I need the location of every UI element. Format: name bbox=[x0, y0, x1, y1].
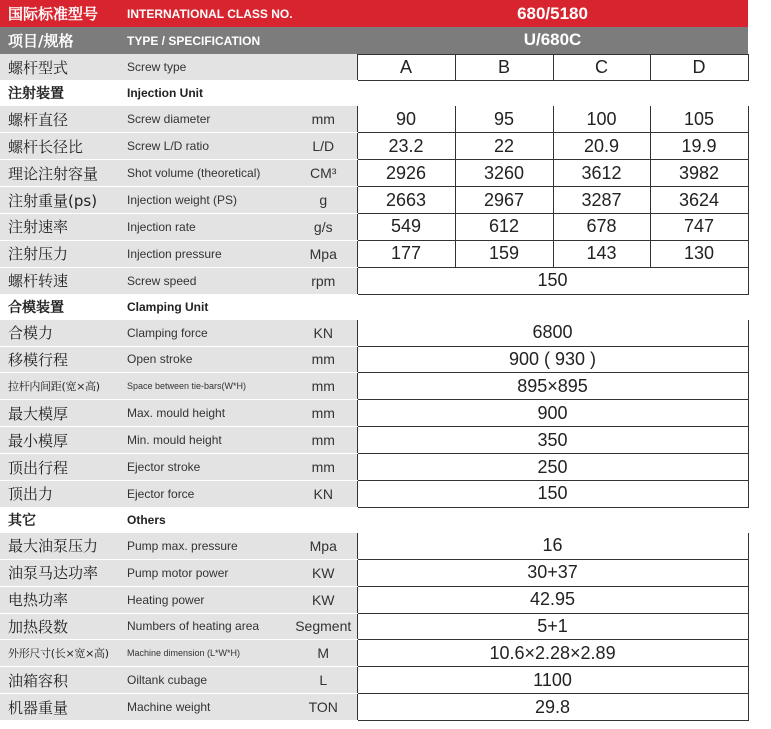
screw-type-a: A bbox=[357, 54, 455, 81]
row-label-zh: 合模力 bbox=[0, 319, 123, 346]
spec-row bbox=[0, 480, 748, 507]
row-unit: mm bbox=[290, 427, 357, 454]
spec-row bbox=[0, 213, 748, 240]
row-value: 895×895 bbox=[357, 373, 748, 400]
row-label-en: Pump max. pressure bbox=[123, 532, 290, 559]
spec-row bbox=[0, 613, 748, 640]
spec-row bbox=[0, 532, 748, 559]
row-value-d: 19.9 bbox=[650, 133, 748, 160]
row-unit: Segment bbox=[290, 613, 357, 640]
spec-row bbox=[0, 319, 748, 346]
row-unit: CM³ bbox=[290, 160, 357, 187]
row-label-zh: 拉杆内间距(宽×高) bbox=[0, 373, 123, 400]
spec-row bbox=[0, 133, 748, 160]
row-label-zh: 理论注射容量 bbox=[0, 160, 123, 187]
row-value: 30+37 bbox=[357, 559, 748, 586]
row-label-en: Oiltank cubage bbox=[123, 667, 290, 694]
row-value: 10.6×2.28×2.89 bbox=[357, 640, 748, 667]
header-row-type bbox=[0, 27, 748, 54]
row-value-c: 3612 bbox=[553, 160, 650, 187]
spec-row bbox=[0, 106, 748, 133]
row-unit: M bbox=[290, 640, 357, 667]
row-label-zh: 加热段数 bbox=[0, 613, 123, 640]
row-unit: mm bbox=[290, 373, 357, 400]
section-title-zh: 注射装置 bbox=[0, 81, 123, 106]
section-title-en: Injection Unit bbox=[123, 81, 748, 106]
row-unit: Mpa bbox=[290, 532, 357, 559]
row-value-b: 159 bbox=[455, 240, 553, 267]
spec-row bbox=[0, 267, 748, 294]
row-value-b: 3260 bbox=[455, 160, 553, 187]
type-value: U/680C bbox=[357, 27, 748, 54]
type-label-zh: 项目/规格 bbox=[0, 27, 123, 54]
section-title-en: Clamping Unit bbox=[123, 294, 748, 319]
row-label-en: Heating power bbox=[123, 586, 290, 613]
row-value-d: 130 bbox=[650, 240, 748, 267]
row-unit: mm bbox=[290, 106, 357, 133]
spec-row bbox=[0, 373, 748, 400]
screw-type-c: C bbox=[553, 54, 650, 81]
row-label-en: Screw diameter bbox=[123, 106, 290, 133]
row-label-zh: 螺杆直径 bbox=[0, 106, 123, 133]
row-label-en: Shot volume (theoretical) bbox=[123, 160, 290, 187]
row-value-b: 95 bbox=[455, 106, 553, 133]
row-label-en: Open stroke bbox=[123, 346, 290, 373]
row-label-zh: 螺杆长径比 bbox=[0, 133, 123, 160]
row-unit: KW bbox=[290, 586, 357, 613]
screw-type-d: D bbox=[650, 54, 748, 81]
row-value-b: 612 bbox=[455, 213, 553, 240]
row-value: 150 bbox=[357, 267, 748, 294]
spec-row bbox=[0, 559, 748, 586]
row-unit: mm bbox=[290, 400, 357, 427]
row-label-zh: 顶出力 bbox=[0, 480, 123, 507]
row-value-b: 2967 bbox=[455, 187, 553, 214]
row-label-zh: 注射速率 bbox=[0, 213, 123, 240]
type-label-en: TYPE / SPECIFICATION bbox=[123, 27, 357, 54]
row-unit: g/s bbox=[290, 213, 357, 240]
row-unit: KN bbox=[290, 480, 357, 507]
class-label-en: INTERNATIONAL CLASS NO. bbox=[123, 0, 357, 27]
spec-row bbox=[0, 454, 748, 481]
section-title-en: Others bbox=[123, 507, 748, 532]
row-label-zh: 外形尺寸(长×宽×高) bbox=[0, 640, 123, 667]
section-row-injection bbox=[0, 81, 748, 106]
row-label-en: Injection pressure bbox=[123, 240, 290, 267]
spec-row bbox=[0, 346, 748, 373]
row-unit: KW bbox=[290, 559, 357, 586]
row-value-d: 747 bbox=[650, 213, 748, 240]
row-value-a: 549 bbox=[357, 213, 455, 240]
screw-type-row bbox=[0, 54, 748, 81]
row-label-zh: 顶出行程 bbox=[0, 454, 123, 481]
row-value-a: 2926 bbox=[357, 160, 455, 187]
row-label-zh: 移模行程 bbox=[0, 346, 123, 373]
row-value-a: 177 bbox=[357, 240, 455, 267]
row-label-en: Screw L/D ratio bbox=[123, 133, 290, 160]
row-unit: mm bbox=[290, 454, 357, 481]
row-value: 350 bbox=[357, 427, 748, 454]
row-value-c: 678 bbox=[553, 213, 650, 240]
row-value-c: 100 bbox=[553, 106, 650, 133]
spec-row bbox=[0, 400, 748, 427]
row-label-en: Max. mould height bbox=[123, 400, 290, 427]
row-label-en: Ejector force bbox=[123, 480, 290, 507]
class-value: 680/5180 bbox=[357, 0, 748, 27]
row-value-a: 23.2 bbox=[357, 133, 455, 160]
row-value: 5+1 bbox=[357, 613, 748, 640]
row-label-en: Space between tie-bars(W*H) bbox=[123, 373, 290, 400]
row-unit: Mpa bbox=[290, 240, 357, 267]
row-label-zh: 油泵马达功率 bbox=[0, 559, 123, 586]
row-value-d: 105 bbox=[650, 106, 748, 133]
spec-row bbox=[0, 667, 748, 694]
section-row-others bbox=[0, 507, 748, 532]
row-value: 1100 bbox=[357, 667, 748, 694]
row-value: 900 ( 930 ) bbox=[357, 346, 748, 373]
row-label-en: Screw speed bbox=[123, 267, 290, 294]
spec-row bbox=[0, 240, 748, 267]
row-value-c: 143 bbox=[553, 240, 650, 267]
row-unit: rpm bbox=[290, 267, 357, 294]
row-label-zh: 最大模厚 bbox=[0, 400, 123, 427]
row-label-en: Machine dimension (L*W*H) bbox=[123, 640, 290, 667]
row-value: 900 bbox=[357, 400, 748, 427]
spec-row bbox=[0, 427, 748, 454]
spec-row bbox=[0, 640, 748, 667]
row-label-zh: 螺杆型式 bbox=[0, 54, 123, 81]
header-row-class bbox=[0, 0, 748, 27]
row-unit: KN bbox=[290, 319, 357, 346]
row-label-zh: 最小模厚 bbox=[0, 427, 123, 454]
row-unit: TON bbox=[290, 694, 357, 721]
section-row-clamping bbox=[0, 294, 748, 319]
row-label-zh: 电热功率 bbox=[0, 586, 123, 613]
row-label-en: Injection weight (PS) bbox=[123, 187, 290, 214]
row-label-en: Clamping force bbox=[123, 319, 290, 346]
screw-type-b: B bbox=[455, 54, 553, 81]
row-label-en: Pump motor power bbox=[123, 559, 290, 586]
section-title-zh: 其它 bbox=[0, 507, 123, 532]
row-label-en: Injection rate bbox=[123, 213, 290, 240]
row-label-zh: 注射重量(ps) bbox=[0, 187, 123, 214]
row-value: 150 bbox=[357, 480, 748, 507]
section-title-zh: 合模装置 bbox=[0, 294, 123, 319]
row-value: 29.8 bbox=[357, 694, 748, 721]
row-label-en: Min. mould height bbox=[123, 427, 290, 454]
row-label-zh: 注射压力 bbox=[0, 240, 123, 267]
row-label-zh: 螺杆转速 bbox=[0, 267, 123, 294]
row-label-zh: 油箱容积 bbox=[0, 667, 123, 694]
row-value: 6800 bbox=[357, 319, 748, 346]
row-value-c: 3287 bbox=[553, 187, 650, 214]
row-label-en: Ejector stroke bbox=[123, 454, 290, 481]
row-value-d: 3624 bbox=[650, 187, 748, 214]
row-unit: mm bbox=[290, 346, 357, 373]
row-value-c: 20.9 bbox=[553, 133, 650, 160]
class-label-zh: 国际标准型号 bbox=[0, 0, 123, 27]
row-value: 42.95 bbox=[357, 586, 748, 613]
row-value-d: 3982 bbox=[650, 160, 748, 187]
spec-row bbox=[0, 694, 748, 721]
row-unit: g bbox=[290, 187, 357, 214]
row-label-zh: 机器重量 bbox=[0, 694, 123, 721]
row-label-en: Machine weight bbox=[123, 694, 290, 721]
row-value-a: 2663 bbox=[357, 187, 455, 214]
row-label-en: Screw type bbox=[123, 54, 357, 81]
row-label-zh: 最大油泵压力 bbox=[0, 532, 123, 559]
row-value: 250 bbox=[357, 454, 748, 481]
row-label-en: Numbers of heating area bbox=[123, 613, 290, 640]
spec-row bbox=[0, 187, 748, 214]
row-unit: L/D bbox=[290, 133, 357, 160]
spec-row bbox=[0, 160, 748, 187]
row-value-a: 90 bbox=[357, 106, 455, 133]
row-unit: L bbox=[290, 667, 357, 694]
row-value-b: 22 bbox=[455, 133, 553, 160]
spec-row bbox=[0, 586, 748, 613]
row-value: 16 bbox=[357, 532, 748, 559]
